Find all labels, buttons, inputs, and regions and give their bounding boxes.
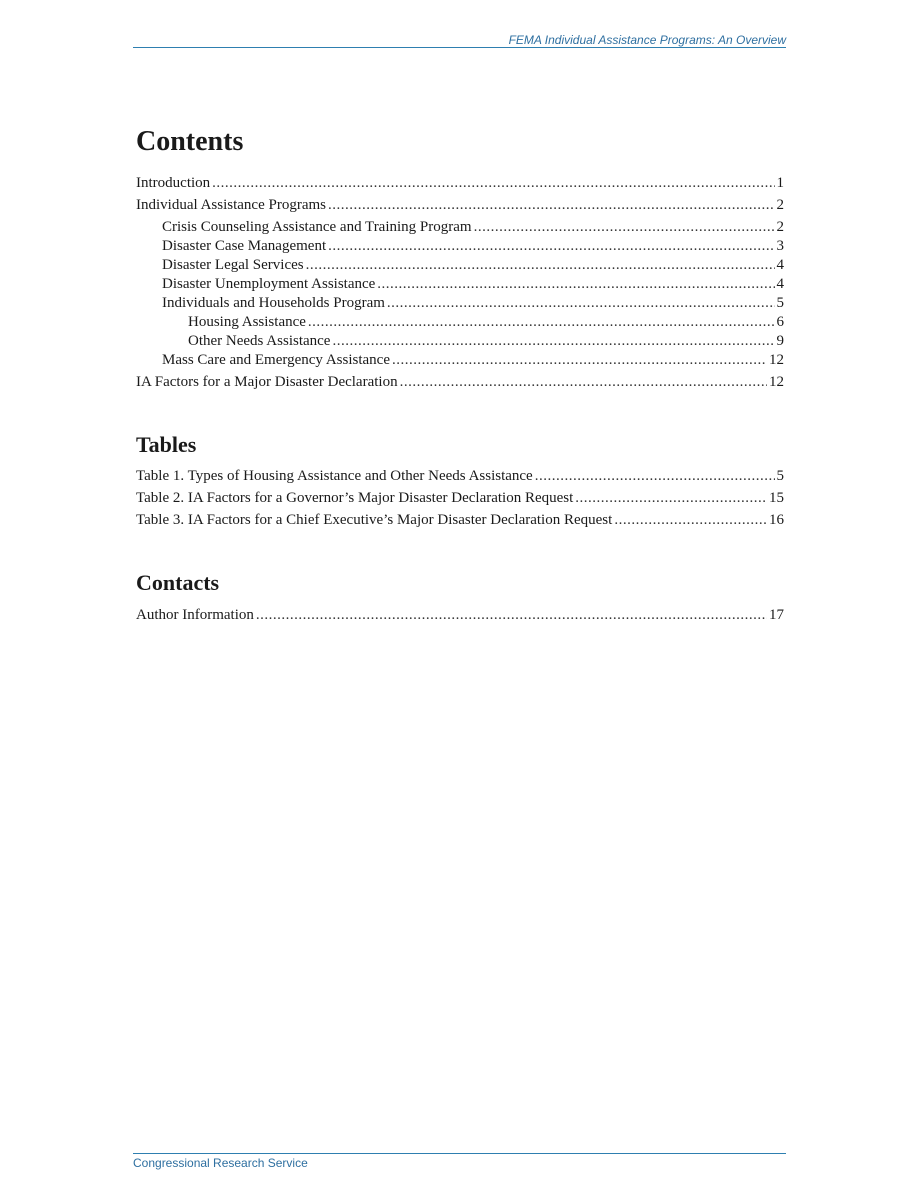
toc-entry-table-3[interactable]: [136, 511, 784, 530]
toc-entry-individuals-households-program[interactable]: [162, 294, 784, 313]
toc-entry-page: 4: [776, 276, 784, 292]
running-footer: [133, 1153, 786, 1171]
dot-leader: [328, 237, 774, 256]
toc-entry-page: 15: [769, 490, 784, 506]
dot-leader: [474, 218, 775, 237]
dot-leader: [400, 373, 767, 392]
contents-heading: Contents: [136, 126, 244, 157]
toc-entry-individual-assistance-programs[interactable]: [136, 196, 784, 215]
contacts-list: [136, 606, 784, 625]
toc-entry-title: Table 3. IA Factors for a Chief Executive’s Major Disaster Declaration Request: [136, 512, 613, 528]
toc-entry-title: Author Information: [136, 607, 254, 623]
toc-entry-disaster-unemployment-assistance[interactable]: [162, 275, 784, 294]
toc-entry-title: Introduction: [136, 175, 211, 191]
toc-entry-page: 2: [776, 197, 784, 213]
toc-entry-table-2[interactable]: [136, 489, 784, 508]
toc-entry-crisis-counseling[interactable]: [162, 218, 784, 237]
dot-leader: [306, 256, 775, 275]
toc-entry-disaster-legal-services[interactable]: [162, 256, 784, 275]
toc-entry-table-1[interactable]: [136, 467, 784, 486]
tables-heading: Tables: [136, 432, 197, 457]
toc-entry-title: IA Factors for a Major Disaster Declaration: [136, 374, 398, 390]
toc-entry-page: 16: [769, 512, 784, 528]
contents-list: [136, 174, 784, 392]
dot-leader: [575, 489, 767, 508]
toc-entry-page: 5: [776, 295, 784, 311]
toc-entry-title: Individuals and Households Program: [162, 295, 385, 311]
toc-entry-page: 4: [776, 257, 784, 273]
toc-entry-title: Individual Assistance Programs: [136, 197, 326, 213]
toc-entry-introduction[interactable]: [136, 174, 784, 193]
toc-entry-title: Disaster Legal Services: [162, 257, 304, 273]
toc-entry-page: 2: [776, 219, 784, 235]
toc-entry-title: Other Needs Assistance: [188, 333, 331, 349]
toc-entry-title: Disaster Case Management: [162, 238, 327, 254]
dot-leader: [256, 606, 767, 625]
toc-entry-title: Disaster Unemployment Assistance: [162, 276, 376, 292]
dot-leader: [332, 332, 774, 351]
dot-leader: [308, 313, 775, 332]
toc-entry-title: Table 1. Types of Housing Assistance and Other Needs Assistance: [136, 468, 533, 484]
toc-entry-housing-assistance[interactable]: [188, 313, 784, 332]
dot-leader: [328, 196, 775, 215]
toc-entry-page: 17: [769, 607, 784, 623]
toc-entry-page: 12: [769, 374, 784, 390]
toc-entry-title: Crisis Counseling Assistance and Training Program: [162, 219, 472, 235]
toc-entry-page: 9: [776, 333, 784, 349]
toc-entry-page: 1: [776, 175, 784, 191]
dot-leader: [212, 174, 774, 193]
toc-entry-page: 5: [776, 468, 784, 484]
running-header-title: FEMA Individual Assistance Programs: An Overview: [508, 33, 786, 47]
running-header: [133, 33, 786, 48]
toc-entry-title: Table 2. IA Factors for a Governor’s Major Disaster Declaration Request: [136, 490, 574, 506]
dot-leader: [614, 511, 767, 530]
footer-source: Congressional Research Service: [133, 1156, 308, 1170]
dot-leader: [392, 351, 767, 370]
toc-entry-mass-care[interactable]: [162, 351, 784, 370]
contacts-heading: Contacts: [136, 570, 220, 595]
toc-entry-other-needs-assistance[interactable]: [188, 332, 784, 351]
toc-entry-ia-factors[interactable]: [136, 373, 784, 392]
toc-entry-page: 3: [776, 238, 784, 254]
toc-entry-page: 6: [776, 314, 784, 330]
dot-leader: [387, 294, 775, 313]
toc-entry-title: Housing Assistance: [188, 314, 306, 330]
dot-leader: [377, 275, 774, 294]
toc-entry-author-information[interactable]: [136, 606, 784, 625]
tables-list: [136, 467, 784, 530]
toc-entry-page: 12: [769, 352, 784, 368]
toc-entry-disaster-case-management[interactable]: [162, 237, 784, 256]
dot-leader: [535, 467, 775, 486]
toc-entry-title: Mass Care and Emergency Assistance: [162, 352, 390, 368]
